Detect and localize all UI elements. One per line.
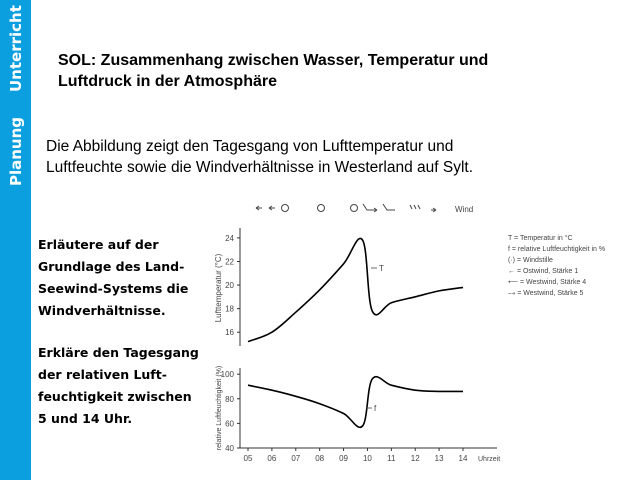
legend-entry: ⤍ = Westwind, Stärke 5 [508, 290, 584, 297]
west-wind-strong-icon [410, 205, 420, 209]
west-wind-arrow-icon [431, 208, 436, 212]
x-tick-label: 12 [410, 454, 420, 463]
sidebar-label-unterricht: Unterricht [7, 5, 25, 92]
temperature-series-line [248, 238, 463, 341]
east-wind-arrow-icon [256, 206, 262, 210]
wind-label: Wind [455, 205, 474, 214]
west-wind-arrow-icon [363, 204, 377, 212]
x-tick-label: 06 [267, 454, 277, 463]
legend-entry: ← = Ostwind, Stärke 1 [508, 268, 579, 275]
calm-icon [282, 205, 289, 212]
east-wind-arrow-icon [269, 206, 275, 210]
x-tick-label: 05 [243, 454, 253, 463]
temp-tick-label: 18 [225, 304, 234, 314]
legend-entry: (·) = Windstille [508, 257, 553, 264]
calm-icon [351, 205, 358, 212]
task-1 [38, 234, 213, 322]
sidebar-band [0, 0, 31, 480]
temp-tick-label: 24 [225, 233, 234, 243]
task-1-line: Windverhältnisse. [38, 303, 166, 318]
humidity-tick-label: 60 [225, 419, 234, 429]
temp-tick-label: 20 [225, 281, 234, 291]
x-axis-label: Uhrzeit [478, 456, 501, 463]
humidity-tick-label: 40 [225, 444, 234, 453]
temp-ticks [225, 234, 240, 337]
task-1-line: Grundlage des Land- [38, 259, 185, 274]
west-wind-arrow-icon [383, 204, 395, 210]
x-tick-label: 13 [434, 454, 444, 463]
task-2-line: Erkläre den Tagesgang [38, 345, 199, 360]
temp-series-label: T [379, 264, 384, 273]
x-tick-label: 14 [458, 454, 468, 463]
humidity-series-label: f [374, 404, 377, 413]
intro-text [46, 136, 473, 178]
wind-symbols-row [256, 204, 436, 212]
humidity-series-line [248, 377, 463, 428]
temp-y-label: Lufttemperatur (°C) [214, 253, 223, 323]
legend-entry: f = relative Luftfeuchtigkeit in % [508, 246, 606, 253]
intro-line-2: Luftfeuchte sowie die Windverhältnisse in Westerland auf Sylt. [46, 159, 474, 176]
x-tick-label: 07 [291, 454, 301, 463]
intro-line-1: Die Abbildung zeigt den Tagesgang von Lufttemperatur und [46, 138, 454, 155]
legend-entry: ⟵ = Westwind, Stärke 4 [508, 279, 587, 286]
humidity-y-label: relative Luftfeuchtigkeit (%) [216, 365, 223, 451]
x-tick-label: 08 [315, 454, 325, 463]
temp-tick-label: 22 [225, 257, 234, 267]
temp-tick-label: 16 [225, 328, 234, 338]
sidebar-label-planung: Planung [7, 116, 25, 186]
humidity-tick-label: 80 [225, 394, 234, 404]
legend-entry: T = Temperatur in °C [508, 235, 573, 242]
chart-legend [508, 234, 605, 297]
task-1-line: Erläutere auf der [38, 237, 159, 252]
humidity-tick-label: 100 [220, 370, 234, 380]
calm-icon [318, 205, 325, 212]
title-line-2: Luftdruck in der Atmosphäre [58, 73, 277, 90]
x-tick-label: 11 [387, 454, 396, 463]
x-tick-label: 09 [339, 454, 349, 463]
task-1-line: Seewind-Systems die [38, 281, 189, 296]
x-tick-label: 10 [362, 454, 372, 463]
page-title [58, 50, 488, 92]
humidity-ticks [221, 370, 240, 453]
title-line-1: SOL: Zusammenhang zwischen Wasser, Temperatur und [58, 52, 489, 69]
task-2 [38, 342, 213, 430]
task-2-line: 5 und 14 Uhr. [38, 411, 133, 426]
x-ticks [244, 448, 468, 463]
climate-chart [205, 196, 635, 476]
task-2-line: feuchtigkeit zwischen [38, 389, 192, 404]
task-2-line: der relativen Luft- [38, 367, 167, 382]
